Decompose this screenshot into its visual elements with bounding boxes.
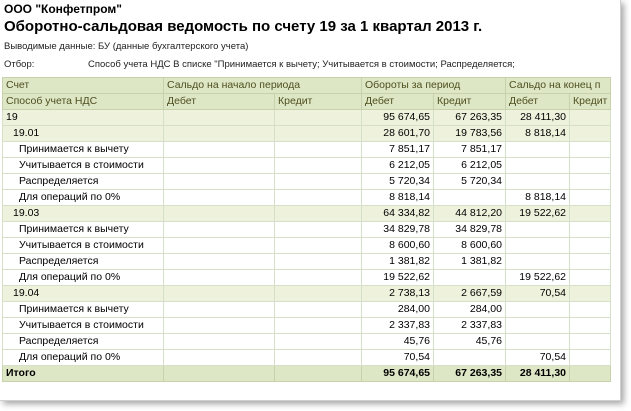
amount-cell <box>570 270 611 286</box>
table-row[interactable] <box>3 126 611 142</box>
amount-cell <box>164 366 275 382</box>
amount-cell <box>570 206 611 222</box>
amount-cell: 28 601,70 <box>362 126 434 142</box>
amount-cell: 8 600,60 <box>362 238 434 254</box>
amount-cell: 284,00 <box>434 302 506 318</box>
output-data-line <box>4 41 248 52</box>
header-debit: Дебет <box>506 94 570 110</box>
amount-cell <box>570 238 611 254</box>
amount-cell: 70,54 <box>506 286 570 302</box>
amount-cell: 70,54 <box>362 350 434 366</box>
row-label: Принимается к вычету <box>3 302 164 318</box>
header-debit: Дебет <box>164 94 275 110</box>
amount-cell: 2 337,83 <box>362 318 434 334</box>
amount-cell <box>506 238 570 254</box>
amount-cell <box>434 350 506 366</box>
table-row[interactable] <box>3 222 611 238</box>
header-credit: Кредит <box>570 94 611 110</box>
amount-cell <box>275 318 362 334</box>
amount-cell: 45,76 <box>434 334 506 350</box>
amount-cell <box>275 366 362 382</box>
filter-label: Отбор: <box>4 59 35 70</box>
table-row[interactable] <box>3 142 611 158</box>
total-row[interactable] <box>3 366 611 382</box>
header-vat-method: Способ учета НДС <box>3 94 164 110</box>
row-label: 19.03 <box>3 206 164 222</box>
header-debit: Дебет <box>362 94 434 110</box>
amount-cell: 19 783,56 <box>434 126 506 142</box>
amount-cell: 2 667,59 <box>434 286 506 302</box>
amount-cell: 5 720,34 <box>434 174 506 190</box>
table-row[interactable] <box>3 286 611 302</box>
amount-cell <box>570 318 611 334</box>
row-label: Для операций по 0% <box>3 350 164 366</box>
amount-cell <box>164 270 275 286</box>
table-row[interactable] <box>3 110 611 126</box>
amount-cell <box>506 174 570 190</box>
header-credit: Кредит <box>434 94 506 110</box>
amount-cell: 2 738,13 <box>362 286 434 302</box>
amount-cell: 8 818,14 <box>506 190 570 206</box>
amount-cell <box>570 222 611 238</box>
amount-cell: 8 818,14 <box>362 190 434 206</box>
amount-cell <box>164 158 275 174</box>
amount-cell <box>164 222 275 238</box>
amount-cell <box>164 350 275 366</box>
turnover-table <box>2 77 611 382</box>
amount-cell: 45,76 <box>362 334 434 350</box>
table-row[interactable] <box>3 190 611 206</box>
table-row[interactable] <box>3 158 611 174</box>
amount-cell <box>164 206 275 222</box>
amount-cell: 7 851,17 <box>434 142 506 158</box>
table-row[interactable] <box>3 206 611 222</box>
row-label: Для операций по 0% <box>3 270 164 286</box>
amount-cell <box>506 222 570 238</box>
amount-cell <box>164 174 275 190</box>
amount-cell <box>570 190 611 206</box>
amount-cell <box>570 158 611 174</box>
amount-cell: 8 818,14 <box>506 126 570 142</box>
amount-cell: 8 600,60 <box>434 238 506 254</box>
amount-cell <box>275 350 362 366</box>
amount-cell <box>506 318 570 334</box>
amount-cell <box>275 174 362 190</box>
amount-cell <box>164 126 275 142</box>
amount-cell <box>275 238 362 254</box>
amount-cell <box>275 302 362 318</box>
amount-cell <box>506 254 570 270</box>
amount-cell <box>570 302 611 318</box>
header-credit: Кредит <box>275 94 362 110</box>
row-label: 19 <box>3 110 164 126</box>
amount-cell <box>570 110 611 126</box>
amount-cell <box>275 286 362 302</box>
amount-cell <box>275 222 362 238</box>
table-row[interactable] <box>3 350 611 366</box>
header-turnover: Обороты за период <box>362 78 506 94</box>
amount-cell: 2 337,83 <box>434 318 506 334</box>
row-label: Принимается к вычету <box>3 142 164 158</box>
amount-cell: 7 851,17 <box>362 142 434 158</box>
amount-cell <box>275 158 362 174</box>
amount-cell <box>506 158 570 174</box>
amount-cell <box>164 110 275 126</box>
amount-cell: 95 674,65 <box>362 110 434 126</box>
row-label: Распределяется <box>3 174 164 190</box>
amount-cell <box>570 142 611 158</box>
amount-cell <box>506 334 570 350</box>
header-account: Счет <box>3 78 164 94</box>
amount-cell: 67 263,35 <box>434 110 506 126</box>
row-label: 19.01 <box>3 126 164 142</box>
table-row[interactable] <box>3 334 611 350</box>
amount-cell: 5 720,34 <box>362 174 434 190</box>
table-row[interactable] <box>3 238 611 254</box>
header-row-1 <box>3 78 611 94</box>
amount-cell <box>570 174 611 190</box>
report-title: Оборотно-сальдовая ведомость по счету 19 за 1 квартал 2013 г. <box>4 18 483 35</box>
amount-cell: 67 263,35 <box>434 366 506 382</box>
amount-cell: 64 334,82 <box>362 206 434 222</box>
amount-cell <box>275 110 362 126</box>
amount-cell: 34 829,78 <box>362 222 434 238</box>
header-row-2 <box>3 94 611 110</box>
amount-cell <box>164 238 275 254</box>
amount-cell: 1 381,82 <box>434 254 506 270</box>
amount-cell <box>164 334 275 350</box>
table-row[interactable] <box>3 174 611 190</box>
amount-cell: 28 411,30 <box>506 366 570 382</box>
amount-cell <box>570 350 611 366</box>
row-label: Итого <box>3 366 164 382</box>
table-row[interactable] <box>3 318 611 334</box>
amount-cell <box>164 286 275 302</box>
amount-cell: 19 522,62 <box>506 206 570 222</box>
amount-cell: 1 381,82 <box>362 254 434 270</box>
amount-cell <box>164 302 275 318</box>
amount-cell <box>275 142 362 158</box>
header-opening-balance: Сальдо на начало периода <box>164 78 362 94</box>
amount-cell: 6 212,05 <box>362 158 434 174</box>
amount-cell <box>434 270 506 286</box>
amount-cell <box>164 190 275 206</box>
amount-cell <box>570 254 611 270</box>
table-row[interactable] <box>3 270 611 286</box>
amount-cell <box>506 302 570 318</box>
output-data-value: БУ (данные бухгалтерского учета) <box>98 41 249 52</box>
table-row[interactable] <box>3 254 611 270</box>
amount-cell <box>506 142 570 158</box>
amount-cell <box>275 270 362 286</box>
amount-cell: 6 212,05 <box>434 158 506 174</box>
row-label: Распределяется <box>3 254 164 270</box>
amount-cell <box>275 334 362 350</box>
amount-cell <box>164 142 275 158</box>
amount-cell <box>570 334 611 350</box>
row-label: Учитывается в стоимости <box>3 158 164 174</box>
amount-cell <box>275 126 362 142</box>
row-label: Распределяется <box>3 334 164 350</box>
row-label: Учитывается в стоимости <box>3 318 164 334</box>
amount-cell <box>570 366 611 382</box>
filter-line <box>4 59 515 70</box>
amount-cell <box>275 254 362 270</box>
amount-cell: 19 522,62 <box>506 270 570 286</box>
organization-name: ООО "Конфетпром" <box>4 2 122 16</box>
amount-cell <box>275 206 362 222</box>
amount-cell: 95 674,65 <box>362 366 434 382</box>
amount-cell <box>164 318 275 334</box>
amount-cell <box>570 126 611 142</box>
header-closing-balance: Сальдо на конец п <box>506 78 611 94</box>
table-row[interactable] <box>3 302 611 318</box>
amount-cell: 34 829,78 <box>434 222 506 238</box>
output-data-label: Выводимые данные: <box>4 41 96 52</box>
amount-cell <box>275 190 362 206</box>
row-label: Учитывается в стоимости <box>3 238 164 254</box>
filter-value: Способ учета НДС В списке "Принимается к вычету; Учитывается в стоимости; Распределяется; <box>88 59 515 70</box>
row-label: Для операций по 0% <box>3 190 164 206</box>
amount-cell <box>164 254 275 270</box>
amount-cell <box>434 190 506 206</box>
amount-cell: 284,00 <box>362 302 434 318</box>
amount-cell: 19 522,62 <box>362 270 434 286</box>
amount-cell: 70,54 <box>506 350 570 366</box>
amount-cell: 44 812,20 <box>434 206 506 222</box>
row-label: 19.04 <box>3 286 164 302</box>
amount-cell <box>570 286 611 302</box>
row-label: Принимается к вычету <box>3 222 164 238</box>
amount-cell: 28 411,30 <box>506 110 570 126</box>
